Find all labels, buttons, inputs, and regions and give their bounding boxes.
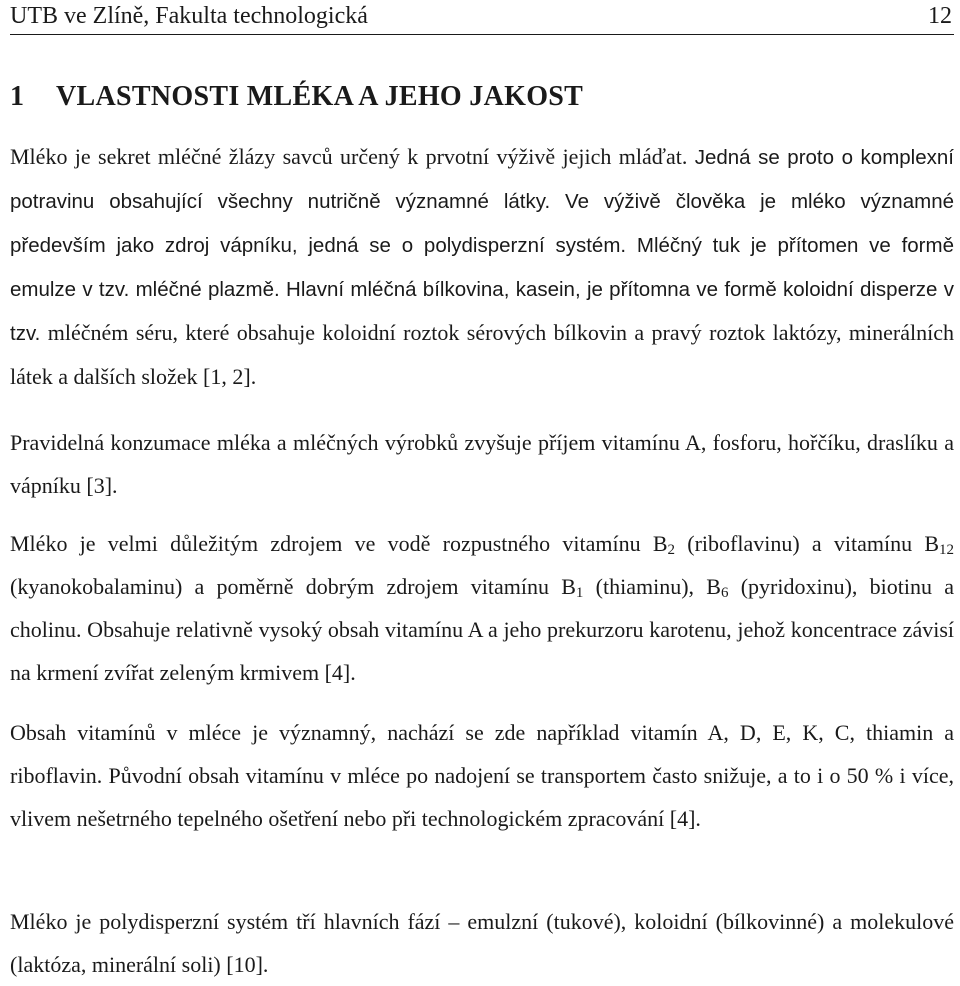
subscript: 1	[575, 585, 584, 601]
paragraph-consumption: Pravidelná konzumace mléka a mléčných výrobků zvyšuje příjem vitamínu A, fosforu, hořčíku, draslíku a vápníku [3].	[10, 430, 954, 498]
paragraph-vitamin-content: Obsah vitamínů v mléce je významný, nachází se zde například vitamín A, D, E, K, C, thiamin a riboflavin. Původní obsah vitamínu v mléce po nadojení se transportem často snižuje, a to i o 50 % i více, vlivem nešetrného tepelného ošetření nebo při technologickém zpracování [4].	[10, 720, 954, 831]
paragraph-text: Mléko je velmi důležitým zdrojem ve vodě rozpustného vitamínu B	[10, 531, 668, 556]
subscript: 12	[939, 542, 955, 558]
paragraph-text-sans: Jedná se proto o komplexní potravinu obsahující všechny nutričně významné látky. Ve výživě člověka je mléko významné především jako zdroj vápníku, jedná se o polydisperzní systém. Mléčný tuk je přítomen ve formě emulze v tzv. mléčné plazmě. Hlavní mléčná bílkovina, kasein, je přítomna ve formě koloidní disperze v tzv.	[10, 146, 954, 345]
subscript: 2	[667, 542, 676, 558]
subscript: 6	[720, 585, 729, 601]
header-page-number: 12	[928, 3, 952, 29]
chapter-title: VLASTNOSTI MLÉKA A JEHO JAKOST	[56, 81, 584, 112]
chapter-number: 1	[10, 81, 25, 112]
paragraph-text: (riboflavinu) a vitamínu B	[675, 531, 940, 556]
chapter-heading	[10, 79, 583, 115]
header-institution: UTB ve Zlíně, Fakulta technologická	[10, 3, 368, 29]
paragraph-vitamins-b	[10, 522, 954, 694]
paragraph-polydisperse-system: Mléko je polydisperzní systém tří hlavních fází – emulzní (tukové), koloidní (bílkovinné) a molekulové (laktóza, minerální soli) [10].	[10, 909, 954, 977]
running-header	[10, 0, 954, 35]
paragraph-milk-definition	[10, 135, 954, 398]
paragraph-text: Mléko je sekret mléčné žlázy savců určený k prvotní výživě jejich mláďat.	[10, 144, 695, 169]
paragraph-text: (thiaminu), B	[583, 574, 721, 599]
paragraph-text: (pyridoxinu), biotinu a cholinu. Obsahuje relativně vysoký obsah vitamínu A a jeho prekurzoru karotenu, jehož koncentrace závisí na krmení zvířat zeleným krmivem [4].	[10, 574, 954, 685]
paragraph-text: mléčném séru, které obsahuje koloidní roztok sérových bílkovin a pravý roztok laktózy, minerálních látek a dalších složek [1, 2].	[10, 320, 954, 389]
paragraph-text: (kyanokobalaminu) a poměrně dobrým zdrojem vitamínu B	[10, 574, 576, 599]
